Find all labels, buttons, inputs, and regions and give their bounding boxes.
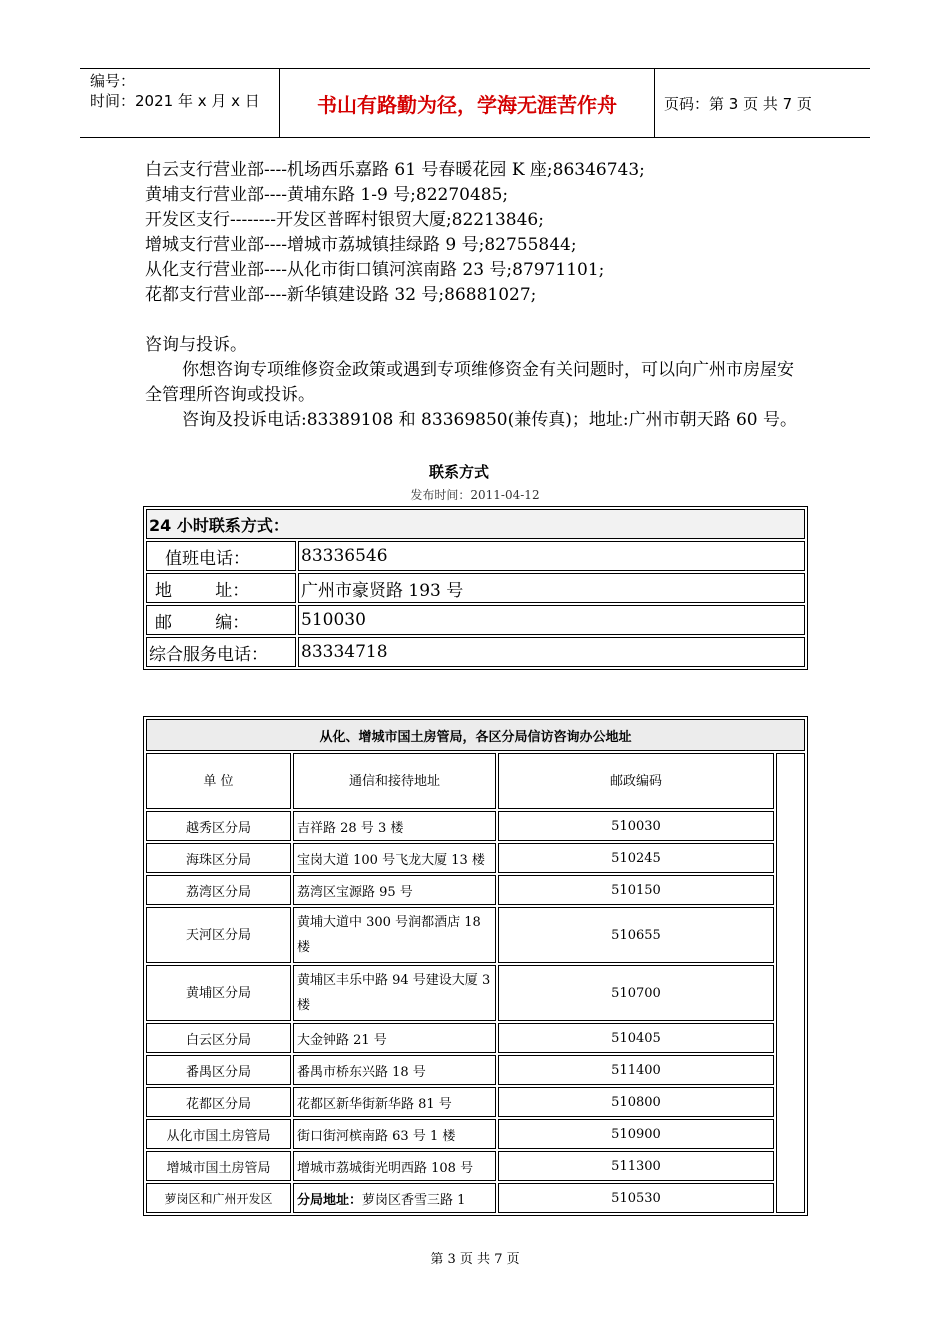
address-cell: 街口街河槟南路 63 号 1 楼 [293, 1119, 496, 1149]
zip-cell: 510150 [498, 875, 774, 905]
zip-cell: 510245 [498, 843, 774, 873]
address-text: 萝岗区香雪三路 1 [362, 1192, 466, 1208]
contact-title: 联系方式 [428, 463, 489, 481]
row-value: 83336546 [298, 541, 805, 571]
zip-cell: 510700 [498, 965, 774, 1021]
consult-heading: 咨询与投诉。 [145, 335, 247, 355]
branch-line: 白云支行营业部----机场西乐嘉路 61 号春暖花园 K 座;86346743; [145, 160, 645, 180]
publish-date: 发布时间：2011-04-12 [410, 488, 540, 502]
branch-line: 花都支行营业部----新华镇建设路 32 号;86881027; [145, 285, 537, 305]
unit-cell: 越秀区分局 [146, 811, 291, 841]
unit-cell: 海珠区分局 [146, 843, 291, 873]
row-label: 综合服务电话： [146, 637, 296, 667]
zip-cell: 510800 [498, 1087, 774, 1117]
blank-column [776, 753, 805, 1213]
address-cell: 荔湾区宝源路 95 号 [293, 875, 496, 905]
address-cell: 增城市荔城街光明西路 108 号 [293, 1151, 496, 1181]
table-row [146, 1023, 805, 1053]
unit-cell: 萝岗区和广州开发区 [146, 1183, 291, 1213]
table-row [146, 1183, 805, 1213]
address-cell: 黄埔大道中 300 号润都酒店 18 楼 [293, 907, 496, 963]
table-row [146, 907, 805, 963]
address-cell: 宝岗大道 100 号飞龙大厦 13 楼 [293, 843, 496, 873]
unit-cell: 荔湾区分局 [146, 875, 291, 905]
unit-cell: 白云区分局 [146, 1023, 291, 1053]
header-meta [80, 69, 280, 137]
branch-line: 从化支行营业部----从化市街口镇河滨南路 23 号;87971101; [145, 260, 605, 280]
row-label: 邮 编： [146, 605, 296, 635]
address-cell: 花都区新华街新华路 81 号 [293, 1087, 496, 1117]
offices-table [143, 716, 808, 1216]
table-row [146, 1151, 805, 1181]
address-cell: 番禺市桥东兴路 18 号 [293, 1055, 496, 1085]
address-cell: 吉祥路 28 号 3 楼 [293, 811, 496, 841]
table-row [146, 605, 805, 635]
col-header-unit: 单 位 [146, 753, 291, 809]
page-info: 页码：第 3 页 共 7 页 [664, 94, 812, 113]
address-cell: 黄埔区丰乐中路 94 号建设大厦 3 楼 [293, 965, 496, 1021]
table-row [146, 811, 805, 841]
table-row [146, 573, 805, 603]
col-header-address: 通信和接待地址 [293, 753, 496, 809]
table-row [146, 843, 805, 873]
zip-cell: 511400 [498, 1055, 774, 1085]
unit-cell: 黄埔区分局 [146, 965, 291, 1021]
table-row [146, 1055, 805, 1085]
table-row [146, 541, 805, 571]
row-value: 83334718 [298, 637, 805, 667]
page-footer: 第 3 页 共 7 页 [430, 1252, 520, 1267]
zip-cell: 510530 [498, 1183, 774, 1213]
col-header-zip: 邮政编码 [498, 753, 774, 809]
zip-cell: 510030 [498, 811, 774, 841]
zip-cell: 510405 [498, 1023, 774, 1053]
consult-paragraph: 你想咨询专项维修资金政策或遇到专项维修资金有关问题时，可以向广州市房屋安全管理所咨询或投诉。 [145, 360, 794, 405]
row-value: 广州市豪贤路 193 号 [298, 573, 805, 603]
row-value: 510030 [298, 605, 805, 635]
unit-cell: 增城市国土房管局 [146, 1151, 291, 1181]
table-row [146, 1119, 805, 1149]
unit-cell: 花都区分局 [146, 1087, 291, 1117]
zip-cell: 511300 [498, 1151, 774, 1181]
zip-cell: 510900 [498, 1119, 774, 1149]
page-header [80, 68, 870, 138]
table-header-row [146, 753, 805, 809]
branch-line: 增城支行营业部----增城市荔城镇挂绿路 9 号;82755844; [145, 235, 577, 255]
offices-table-title: 从化、增城市国土房管局，各区分局信访咨询办公地址 [146, 719, 805, 751]
branch-line: 开发区支行--------开发区普晖村银贸大厦;82213846; [145, 210, 544, 230]
address-cell [293, 1183, 496, 1213]
table-row [146, 637, 805, 667]
header-motto: 书山有路勤为径，学海无涯苦作舟 [280, 69, 655, 137]
row-label: 值班电话： [146, 541, 296, 571]
row-label: 地 址： [146, 573, 296, 603]
time-label: 时间：2021 年 x 月 x 日 [90, 92, 260, 110]
contact-table-heading: 24 小时联系方式： [146, 509, 805, 539]
branch-list [145, 158, 810, 308]
zip-cell: 510655 [498, 907, 774, 963]
contact-table [143, 506, 808, 670]
unit-cell: 从化市国土房管局 [146, 1119, 291, 1149]
table-row [146, 965, 805, 1021]
address-cell: 大金钟路 21 号 [293, 1023, 496, 1053]
unit-cell: 天河区分局 [146, 907, 291, 963]
table-row [146, 875, 805, 905]
address-prefix: 分局地址： [297, 1192, 363, 1208]
number-label: 编号： [90, 72, 136, 90]
consult-phone-paragraph: 咨询及投诉电话:83389108 和 83369850(兼传真)；地址:广州市朝天路 60 号。 [182, 410, 798, 430]
branch-line: 黄埔支行营业部----黄埔东路 1-9 号;82270485; [145, 185, 509, 205]
table-row [146, 1087, 805, 1117]
unit-cell: 番禺区分局 [146, 1055, 291, 1085]
